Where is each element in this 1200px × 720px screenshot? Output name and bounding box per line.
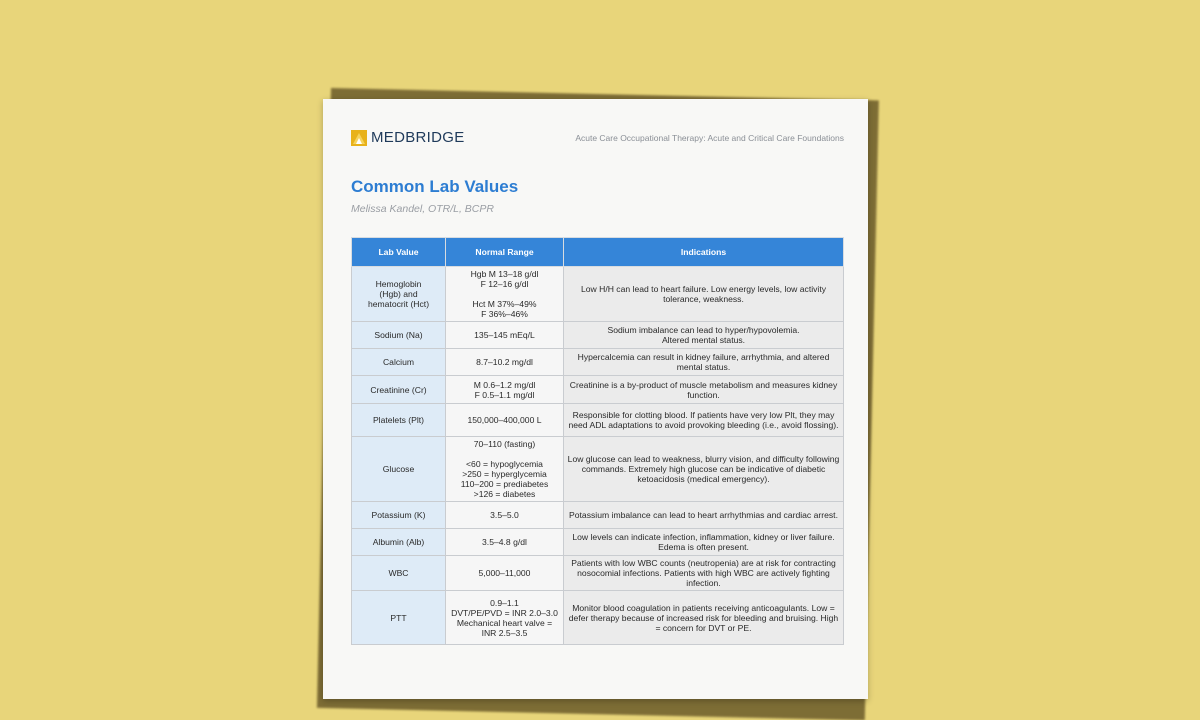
indication-cell: Monitor blood coagulation in patients receiving anticoagulants. Low = defer therapy because of increased risk for bleeding and bruising. High = concern for DVT or PE. [564,591,844,645]
normal-range-cell: 70–110 (fasting) <60 = hypoglycemia >250 = hyperglycemia 110–200 = prediabetes >126 = diabetes [446,437,564,502]
normal-range-cell: M 0.6–1.2 mg/dl F 0.5–1.1 mg/dl [446,376,564,404]
document-page [323,99,868,699]
brand-name: MEDBRIDGE [371,129,465,146]
table-header-row [352,238,844,267]
table-row [352,267,844,322]
normal-range-cell: Hgb M 13–18 g/dl F 12–16 g/dl Hct M 37%–49% F 36%–46% [446,267,564,322]
column-header-indications: Indications [564,238,844,267]
lab-value-cell: Potassium (K) [352,502,446,529]
indication-cell: Low H/H can lead to heart failure. Low energy levels, low activity tolerance, weakness. [564,267,844,322]
lab-value-cell: PTT [352,591,446,645]
indication-cell: Low levels can indicate infection, inflammation, kidney or liver failure. Edema is often present. [564,529,844,556]
normal-range-cell: 3.5–4.8 g/dl [446,529,564,556]
indication-cell: Responsible for clotting blood. If patients have very low Plt, they may need ADL adaptations to avoid provoking bleeding (i.e., avoid flossing). [564,404,844,437]
table-row [352,529,844,556]
table-row [352,502,844,529]
indication-cell: Potassium imbalance can lead to heart arrhythmias and cardiac arrest. [564,502,844,529]
indication-cell: Hypercalcemia can result in kidney failure, arrhythmia, and altered mental status. [564,349,844,376]
table-row [352,556,844,591]
normal-range-cell: 5,000–11,000 [446,556,564,591]
lab-value-cell: Glucose [352,437,446,502]
table-row [352,591,844,645]
lab-value-cell: Albumin (Alb) [352,529,446,556]
column-header-lab-value: Lab Value [352,238,446,267]
medbridge-logo-icon [351,130,367,146]
table-row [352,376,844,404]
indication-cell: Patients with low WBC counts (neutropenia) are at risk for contracting nosocomial infections. Patients with high WBC are actively fighting infection. [564,556,844,591]
table-row [352,437,844,502]
column-header-normal-range: Normal Range [446,238,564,267]
normal-range-cell: 135–145 mEq/L [446,322,564,349]
indication-cell: Low glucose can lead to weakness, blurry vision, and difficulty following commands. Extremely high glucose can be indicative of diabetic ketoacidosis (medical emergency). [564,437,844,502]
indication-cell: Sodium imbalance can lead to hyper/hypovolemia. Altered mental status. [564,322,844,349]
page-header [351,129,844,149]
table-row [352,404,844,437]
course-title: Acute Care Occupational Therapy: Acute and Critical Care Foundations [575,133,844,143]
table-row [352,349,844,376]
lab-value-cell: Sodium (Na) [352,322,446,349]
lab-value-cell: Hemoglobin (Hgb) and hematocrit (Hct) [352,267,446,322]
lab-value-cell: Calcium [352,349,446,376]
lab-value-cell: Creatinine (Cr) [352,376,446,404]
table-row [352,322,844,349]
normal-range-cell: 150,000–400,000 L [446,404,564,437]
normal-range-cell: 0.9–1.1 DVT/PE/PVD = INR 2.0–3.0 Mechanical heart valve = INR 2.5–3.5 [446,591,564,645]
page-title: Common Lab Values [351,177,519,196]
normal-range-cell: 8.7–10.2 mg/dl [446,349,564,376]
normal-range-cell: 3.5–5.0 [446,502,564,529]
lab-value-cell: Platelets (Plt) [352,404,446,437]
lab-value-cell: WBC [352,556,446,591]
brand-logo [351,129,465,146]
lab-values-table [351,237,844,645]
author-line: Melissa Kandel, OTR/L, BCPR [351,203,494,215]
indication-cell: Creatinine is a by-product of muscle metabolism and measures kidney function. [564,376,844,404]
